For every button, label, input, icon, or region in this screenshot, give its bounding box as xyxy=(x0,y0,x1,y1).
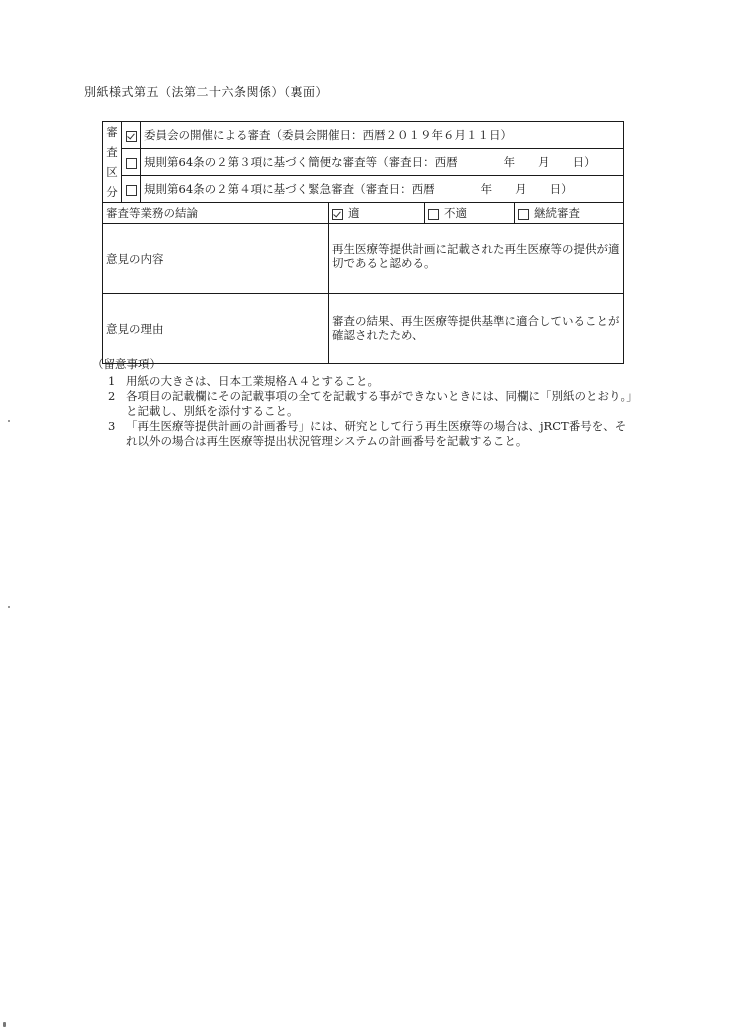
note-text: 各項目の記載欄にその記載事項の全てを記載する事ができないときには、同欄に「別紙のとおり。」と記載し、別紙を添付すること。 xyxy=(126,389,632,418)
opinion-content-label: 意見の内容 xyxy=(103,224,329,294)
note-number: 1 xyxy=(108,374,116,388)
review-form-table xyxy=(102,121,624,364)
committee-review-checkbox-cell[interactable] xyxy=(122,122,141,149)
option-label: 不適 xyxy=(444,206,467,220)
label-char: 区 xyxy=(106,165,118,179)
conclusion-option-appropriate[interactable] xyxy=(329,203,425,224)
note-item xyxy=(108,419,632,449)
label-char: 査 xyxy=(106,145,118,159)
conclusion-row xyxy=(103,203,624,224)
form-title: 別紙様式第五（法第二十六条関係）（裏面） xyxy=(84,85,329,99)
simple-review-checkbox-cell[interactable] xyxy=(122,149,141,176)
simple-review-text: 規則第64条の２第３項に基づく簡便な審査等（審査日：西暦 年 月 日） xyxy=(141,149,624,176)
note-item xyxy=(108,389,632,419)
scan-speck xyxy=(8,606,10,608)
checkbox-unchecked-icon[interactable] xyxy=(126,185,137,196)
committee-review-text: 委員会の開催による審査（委員会開催日：西暦２０１９年６月１１日） xyxy=(141,122,624,149)
review-category-row-2 xyxy=(103,149,624,176)
conclusion-option-inappropriate[interactable] xyxy=(425,203,515,224)
label-char: 審 xyxy=(106,125,118,139)
review-category-label xyxy=(103,122,122,203)
notes-heading: （留意事項） xyxy=(92,357,161,371)
review-category-row-1 xyxy=(103,122,624,149)
note-number: 2 xyxy=(108,389,116,403)
checkbox-checked-icon[interactable] xyxy=(126,131,137,142)
urgent-review-checkbox-cell[interactable] xyxy=(122,176,141,203)
note-item xyxy=(108,374,632,389)
review-category-row-3 xyxy=(103,176,624,203)
note-text: 「再生医療等提供計画の計画番号」には、研究として行う再生医療等の場合は、jRCT番号を、それ以外の場合は再生医療等提出状況管理システムの計画番号を記載すること。 xyxy=(126,419,627,448)
option-label: 適 xyxy=(348,206,360,220)
opinion-reason-label: 意見の理由 xyxy=(103,294,329,364)
notes-section xyxy=(92,357,632,449)
conclusion-label: 審査等業務の結論 xyxy=(103,203,329,224)
opinion-content-value: 再生医療等提供計画に記載された再生医療等の提供が適切であると認める。 xyxy=(329,224,624,294)
opinion-reason-value: 審査の結果、再生医療等提供基準に適合していることが確認されたため、 xyxy=(329,294,624,364)
opinion-content-row xyxy=(103,224,624,294)
checkbox-unchecked-icon[interactable] xyxy=(126,158,137,169)
option-label: 継続審査 xyxy=(534,206,580,220)
scan-speck xyxy=(3,1022,6,1027)
urgent-review-text: 規則第64条の２第４項に基づく緊急審査（審査日：西暦 年 月 日） xyxy=(141,176,624,203)
note-number: 3 xyxy=(108,419,116,433)
checkbox-unchecked-icon[interactable] xyxy=(428,209,439,220)
note-text: 用紙の大きさは、日本工業規格Ａ４とすること。 xyxy=(126,374,379,388)
label-char: 分 xyxy=(106,185,118,199)
conclusion-option-continued[interactable] xyxy=(515,203,624,224)
opinion-reason-row xyxy=(103,294,624,364)
checkbox-checked-icon[interactable] xyxy=(332,209,343,220)
checkbox-unchecked-icon[interactable] xyxy=(518,209,529,220)
scan-speck xyxy=(8,420,10,422)
